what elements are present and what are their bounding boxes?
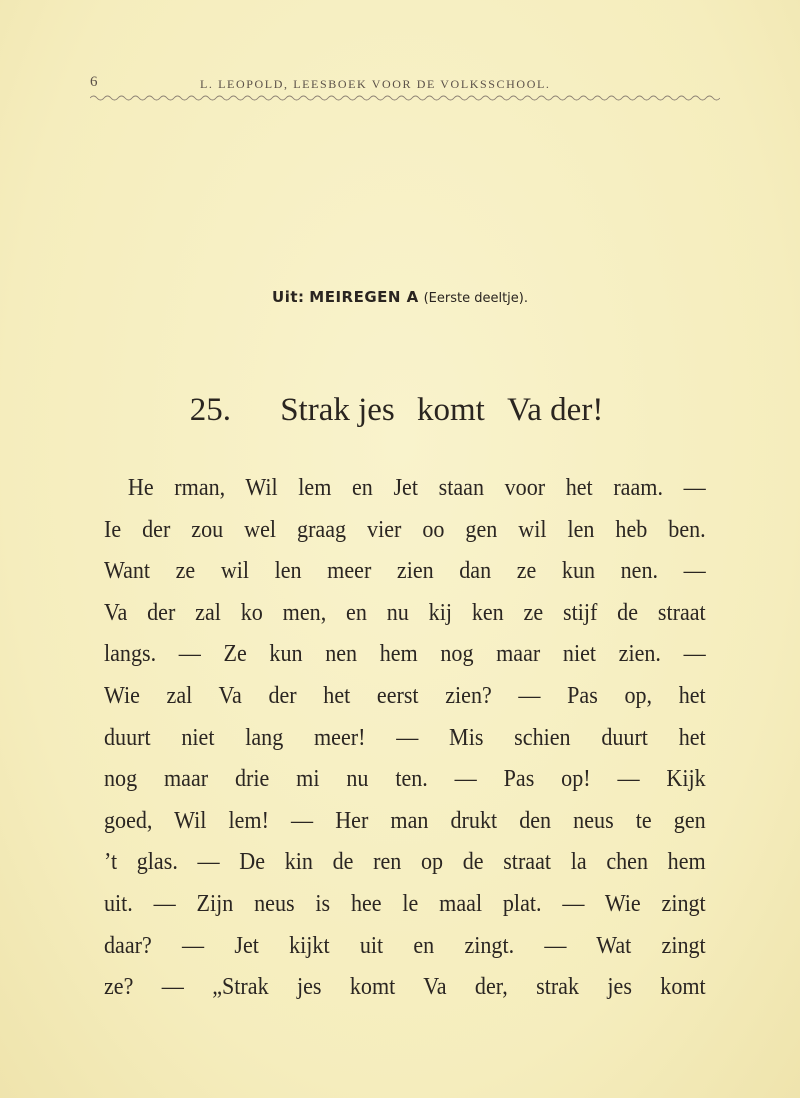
text-line: Ie der zou wel graag vier oo gen wil len heb ben.	[104, 516, 706, 543]
text-line: langs. — Ze kun nen hem nog maar niet zien. —	[104, 641, 706, 668]
text-line: Va der zal ko men, en nu kij ken ze stijf de straat	[104, 599, 706, 626]
source-prefix: Uit:	[272, 288, 305, 306]
text-line: Wie zal Va der het eerst zien? — Pas op, het	[104, 682, 706, 709]
chapter-title	[0, 392, 800, 429]
text-line: ’t glas. — De kin de ren op de straat la chen hem	[104, 849, 706, 876]
body-text	[104, 468, 706, 1009]
text-line: uit. — Zijn neus is hee le maal plat. — Wie zingt	[104, 890, 706, 917]
decorative-wavy-rule	[90, 94, 720, 102]
chapter-number: 25.	[189, 392, 231, 428]
text-line: nog maar drie mi nu ten. — Pas op! — Kijk	[104, 766, 706, 793]
chapter-title-word: komt	[417, 392, 485, 428]
text-line: daar? — Jet kijkt uit en zingt. — Wat zingt	[104, 932, 706, 959]
chapter-title-word: Strak jes	[280, 392, 395, 428]
text-line: duurt niet lang meer! — Mis schien duurt het	[104, 724, 706, 751]
page-header	[0, 74, 800, 94]
source-book: MEIREGEN A	[309, 288, 419, 306]
text-line: goed, Wil lem! — Her man drukt den neus te gen	[104, 807, 706, 834]
text-line: ze? — „Strak jes komt Va der, strak jes komt	[104, 974, 706, 1001]
text-line: He rman, Wil lem en Jet staan voor het raam. —	[127, 475, 706, 501]
text-line: Want ze wil len meer zien dan ze kun nen. —	[104, 558, 706, 585]
page-number: 6	[90, 74, 98, 90]
source-subtitle: (Eerste deeltje).	[423, 291, 528, 306]
chapter-title-word: Va der!	[507, 392, 604, 428]
running-title: L. LEOPOLD, LEESBOEK VOOR DE VOLKSSCHOOL.	[200, 77, 551, 91]
source-line	[0, 288, 800, 306]
